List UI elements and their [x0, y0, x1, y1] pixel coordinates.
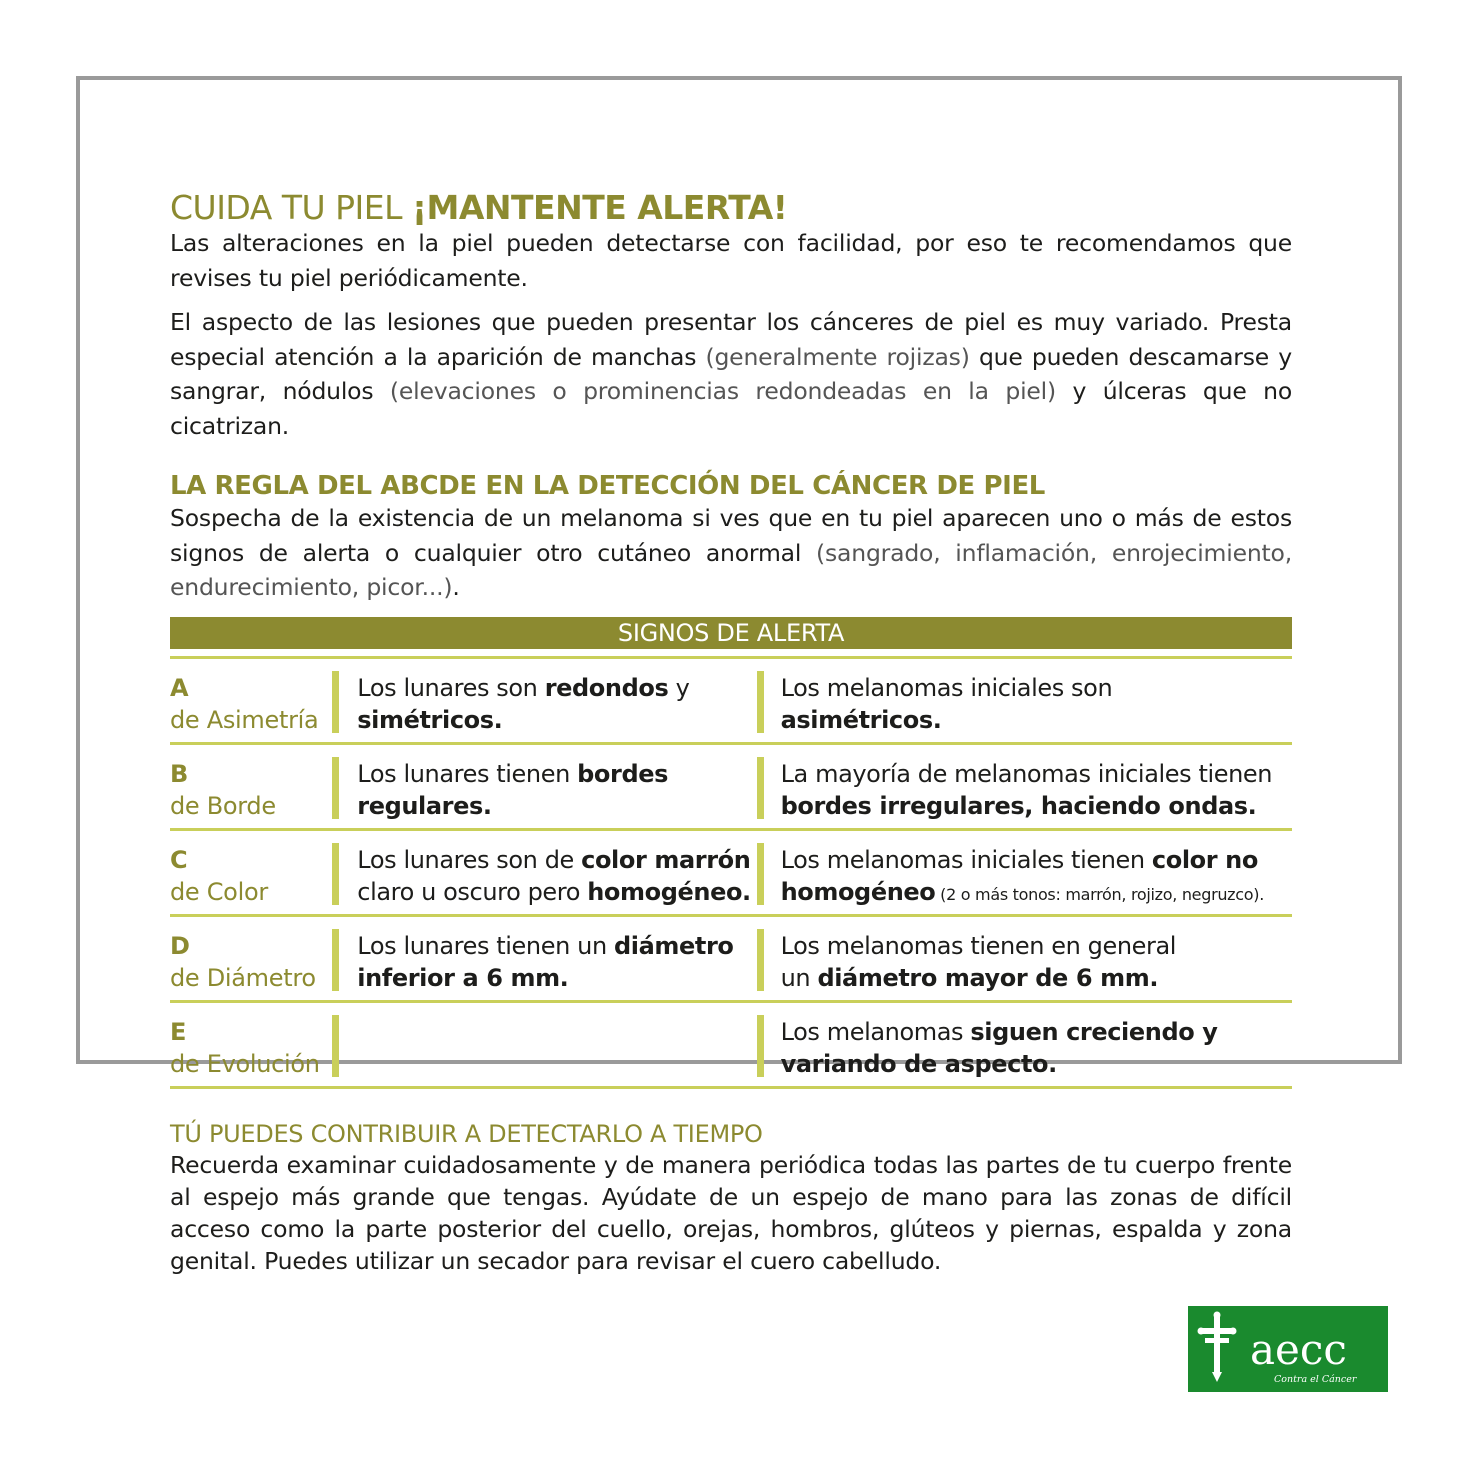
- contribute-paragraph: Recuerda examinar cuidadosamente y de manera periódica todas las partes de tu cuerpo frente al espejo más grande que tengas. Ayúdate de un espejo de mano para las zonas de difícil acceso como la parte posterior del cuello, orejas, hombros, glúteos y piernas, espalda y zona genital. Puedes utilizar un secador para revisar el cuero cabelludo.: [170, 1150, 1292, 1275]
- table-row-b: [170, 745, 1292, 831]
- logo-wordmark: aecc: [1250, 1325, 1347, 1374]
- logo-tagline: Contra el Cáncer: [1274, 1374, 1357, 1385]
- mole-description: Los lunares tienen bordes regulares.: [357, 759, 669, 820]
- row-label: D de Diámetro: [170, 931, 316, 992]
- melanoma-description: Los melanomas iniciales son asimétricos.: [780, 673, 1113, 734]
- intro-paragraph-1: Las alteraciones en la piel pueden detectarse con facilidad, por eso te recomendamos que revises tu piel periódicamente.: [170, 229, 1292, 292]
- row-divider: [757, 671, 764, 733]
- row-divider: [332, 843, 339, 905]
- page-title: CUIDA TU PIEL ¡MANTENTE ALERTA!: [170, 188, 788, 227]
- mole-description: [339, 1003, 756, 1086]
- melanoma-description: La mayoría de melanomas iniciales tienen bordes irregulares, haciendo ondas.: [780, 759, 1273, 820]
- main-content: [170, 190, 1292, 1277]
- table-row-d: [170, 917, 1292, 1003]
- row-label: C de Color: [170, 845, 268, 906]
- row-label: A de Asimetría: [170, 673, 319, 734]
- melanoma-description: Los melanomas tienen en general un diámetro mayor de 6 mm.: [780, 931, 1177, 992]
- table-row-c: [170, 831, 1292, 917]
- row-divider: [757, 843, 764, 905]
- page-title-emphasis: ¡MANTENTE ALERTA!: [411, 188, 788, 227]
- aecc-logo: [1188, 1306, 1388, 1392]
- row-divider: [332, 757, 339, 819]
- table-row-e: [170, 1003, 1292, 1089]
- melanoma-description: Los melanomas siguen creciendo y variando de aspecto.: [780, 1017, 1218, 1078]
- table-row-a: [170, 659, 1292, 745]
- contribute-heading: TÚ PUEDES CONTRIBUIR A DETECTARLO A TIEMPO: [170, 1119, 763, 1148]
- row-divider: [757, 1015, 764, 1077]
- row-divider: [332, 671, 339, 733]
- row-label: B de Borde: [170, 759, 276, 820]
- row-divider: [757, 929, 764, 991]
- mole-description: Los lunares tienen un diámetro inferior a 6 mm.: [357, 931, 734, 992]
- melanoma-description: Los melanomas iniciales tienen color no homogéneo (2 o más tonos: marrón, rojizo, negruzco).: [780, 845, 1264, 906]
- intro-paragraph-2: El aspecto de las lesiones que pueden presentar los cánceres de piel es muy variado. Presta especial atención a la aparición de manchas (generalmente rojizas) que pueden descamarse y sangrar, nódulos (elevaciones o prominencias redondeadas en la piel) y úlceras que no cicatrizan.: [170, 308, 1293, 440]
- abcde-table: [170, 656, 1292, 1089]
- alert-signs-banner: SIGNOS DE ALERTA: [170, 617, 1292, 649]
- row-divider: [757, 757, 764, 819]
- abcde-heading: LA REGLA DEL ABCDE EN LA DETECCIÓN DEL CÁNCER DE PIEL: [170, 471, 1045, 501]
- row-divider: [332, 1015, 339, 1077]
- cross-icon: [1188, 1306, 1388, 1392]
- row-label: E de Evolución: [170, 1017, 320, 1078]
- row-divider: [332, 929, 339, 991]
- mole-description: Los lunares son de color marrón claro u oscuro pero homogéneo.: [357, 845, 751, 906]
- mole-description: Los lunares son redondos y simétricos.: [357, 673, 690, 734]
- abcde-paragraph: Sospecha de la existencia de un melanoma si ves que en tu piel aparecen uno o más de estos signos de alerta o cualquier otro cutáneo anormal (sangrado, inflamación, enrojecimiento, endurecimiento, picor...).: [170, 504, 1292, 601]
